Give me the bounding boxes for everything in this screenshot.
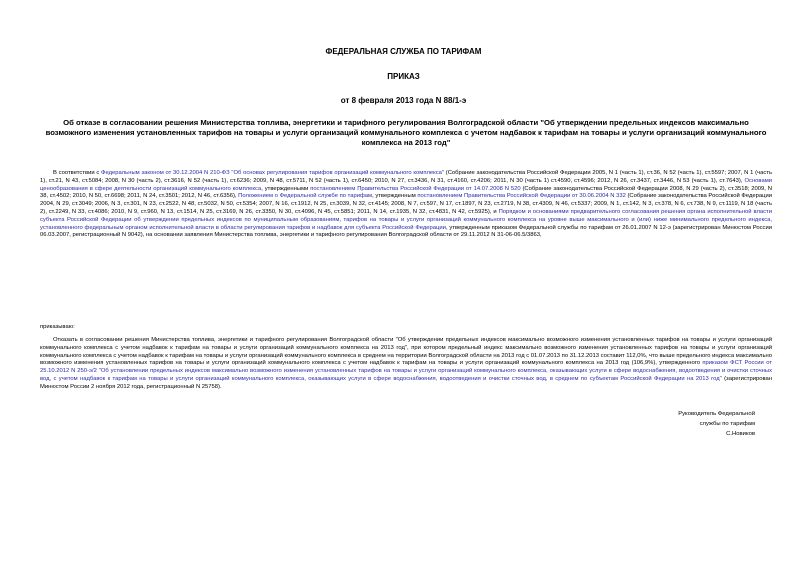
document-title: Об отказе в согласовании решения Министерства топлива, энергетики и тарифного регулирования Волгоградской области "Об утверждении предельных индексов максимально возможного изменения установленных тарифов на товары и услуги организаций коммунального комплекса с учетом надбавок к тарифам на товары и услуги организаций коммунального комплекса на 2013 год" xyxy=(45,118,767,147)
text-segment: Отказать в согласовании решения Министерства топлива, энергетики и тарифного регулирования Волгоградской области "Об утверждении предельных индексов максимально возможного изменения установленных тарифов на товары и услуги организаций коммунального комплекса с учетом надбавок к тарифам на товары и услуги организаций коммунального комплекса на 2013 год", при котором предельный индекс максимально возможного изменения установленных тарифов на товары и услуги организаций коммунального комплекса с учетом надбавок к тарифам на товары и услуги организаций коммунального комплекса в среднем на территории Волгоградской области на 2013 год с 01.07.2013 по 31.12.2013 составит 112,0%, что выше предельного индекса максимально возможного изменения установленных тарифов на товары и услуги организаций коммунального комплекса с учетом надбавок к тарифам на товары и услуги организаций коммунального комплекса на 2013 год (106,9%), утвержденного xyxy=(40,337,772,367)
text-segment: (Собрание законодательства Российской Федерации 2008, N 29 (часть 2), ст.3518; 2009, N 38, ст.4502; 2010, N 50, ст.6698; 2011, N 24, ст.3501; 2012, N 46, ст.6356), xyxy=(40,185,773,200)
text-segment: В соответствии с xyxy=(53,170,102,176)
resolution-332-link[interactable]: постановлением Правительства Российской Федерации от 30.06.2004 N 332 xyxy=(417,193,626,200)
signature-organization: службы по тарифам xyxy=(699,421,755,427)
fst-order-250-link[interactable]: приказом ФСТ России от 25.10.2012 N 250-э/2 "Об установлении предельных индексов максимально возможного изменения установленных тарифов на товары и услуги организаций коммунального комплекса, оказывающих услуги в сфере водоснабжения, водоотведения и очистки сточных вод, с учетом надбавок к тарифам на товары и услуги организаций коммунального комплекса, оказывающих услуги в сфере водоснабжения, водоотведения и очистки сточных вод, в среднем по субъектам Российской Федерации на 2013 год" xyxy=(40,360,772,382)
document-date-number: от 8 февраля 2013 года N 88/1-э xyxy=(340,96,467,105)
order-word: приказываю: xyxy=(40,324,75,330)
resolution-520-link[interactable]: постановлением Правительства Российской Федерации от 14.07.2008 N 520 xyxy=(310,185,521,192)
agency-name: ФЕДЕРАЛЬНАЯ СЛУЖБА ПО ТАРИФАМ xyxy=(325,47,482,56)
text-segment: , утвержденным приказом Федеральной службы по тарифам от 26.01.2007 N 12-э (зарегистрирован Минюстом России 06.03.2007, регистрационный N 9042), на основании заявления Министерства топлива, энергетики и тарифного регулирования Волгоградской области от 29.11.2012 N 31-06-06.5/3863, xyxy=(40,224,772,239)
decision-paragraph xyxy=(40,337,772,392)
federal-law-link[interactable]: Федеральным законом от 30.12.2004 N 210-ФЗ "Об основах регулирования тарифов организаций коммунального комплекса" xyxy=(101,170,445,176)
fst-regulation-link[interactable]: Положением о Федеральной службе по тарифам xyxy=(238,193,373,200)
document-type: ПРИКАЗ xyxy=(387,72,420,81)
approval-procedure-link[interactable]: Порядком и основаниями предварительного согласования решения органа исполнительной власти субъекта Российской Федерации об утверждении предельных индексов по муниципальным образованиям, тарифов на товары и услуги организаций коммунального комплекса на уровне выше максимального и (или) ниже минимального предельного индекса, установленного федеральным органом исполнительной власти в области регулирования тарифов и надбавок для субъекта Российской Федерации xyxy=(40,208,772,231)
signature-position: Руководитель Федеральной xyxy=(678,411,755,417)
signature-name: С.Новиков xyxy=(726,431,755,437)
text-segment: , утвержденным xyxy=(372,193,418,200)
preamble-paragraph xyxy=(40,170,772,240)
text-segment: , утвержденными xyxy=(261,185,311,192)
text-segment: (зарегистрирован Минюстом России 2 ноября 2012 года, регистрационный N 25758). xyxy=(40,375,772,390)
signature-block xyxy=(678,409,755,439)
text-segment: (Собрание законодательства Российской Федерации 2004, N 29, ст.3049; 2006, N 3, ст.301, N 23, ст.2522, N 48, ст.5032, N 50, ст.5354; 2007, N 16, ст.1912, N 25, ст.3039, N 32, ст.4145; 2008, N 7, ст.597, N 17, ст.1897, N 23, ст.2719, N 38, ст.4309, N 46, ст.5337; 2009, N 1, ст.142, N 3, ст.378, N 6, ст.738, N 9, ст.1119, N 18 (часть 2), ст.2249, N 33, ст.4086; 2010, N 9, ст.960, N 13, ст.1514, N 25, ст.3169, N 26, ст.3350, N 30, ст.4096, N 45, ст.5851; 2011, N 14, ст.1935, N 32, ст.4831, N 42, ст.5925), и xyxy=(40,193,772,215)
pricing-basics-link[interactable]: Основами ценообразования в сфере деятельности организаций коммунального комплекса xyxy=(40,177,772,192)
text-segment: (Собрание законодательства Российской Федерации 2005, N 1 (часть 1), ст.36, N 52 (часть 1), ст.5597; 2007, N 1 (часть 1), ст.21, N 43, ст.5084; 2008, N 30 (часть 2), ст.3616, N 52 (часть 1), ст.6236; 2009, N 48, ст.5711, N 52 (часть 1), ст.6450; 2010, N 27, ст.3436, N 31, ст.4160, ст.4206; 2011, N 30 (часть 1) ст.4590, ст.4596; 2012, N 26, ст.3437, ст.3446, N 53 (часть 1), ст.7643), xyxy=(40,170,772,184)
